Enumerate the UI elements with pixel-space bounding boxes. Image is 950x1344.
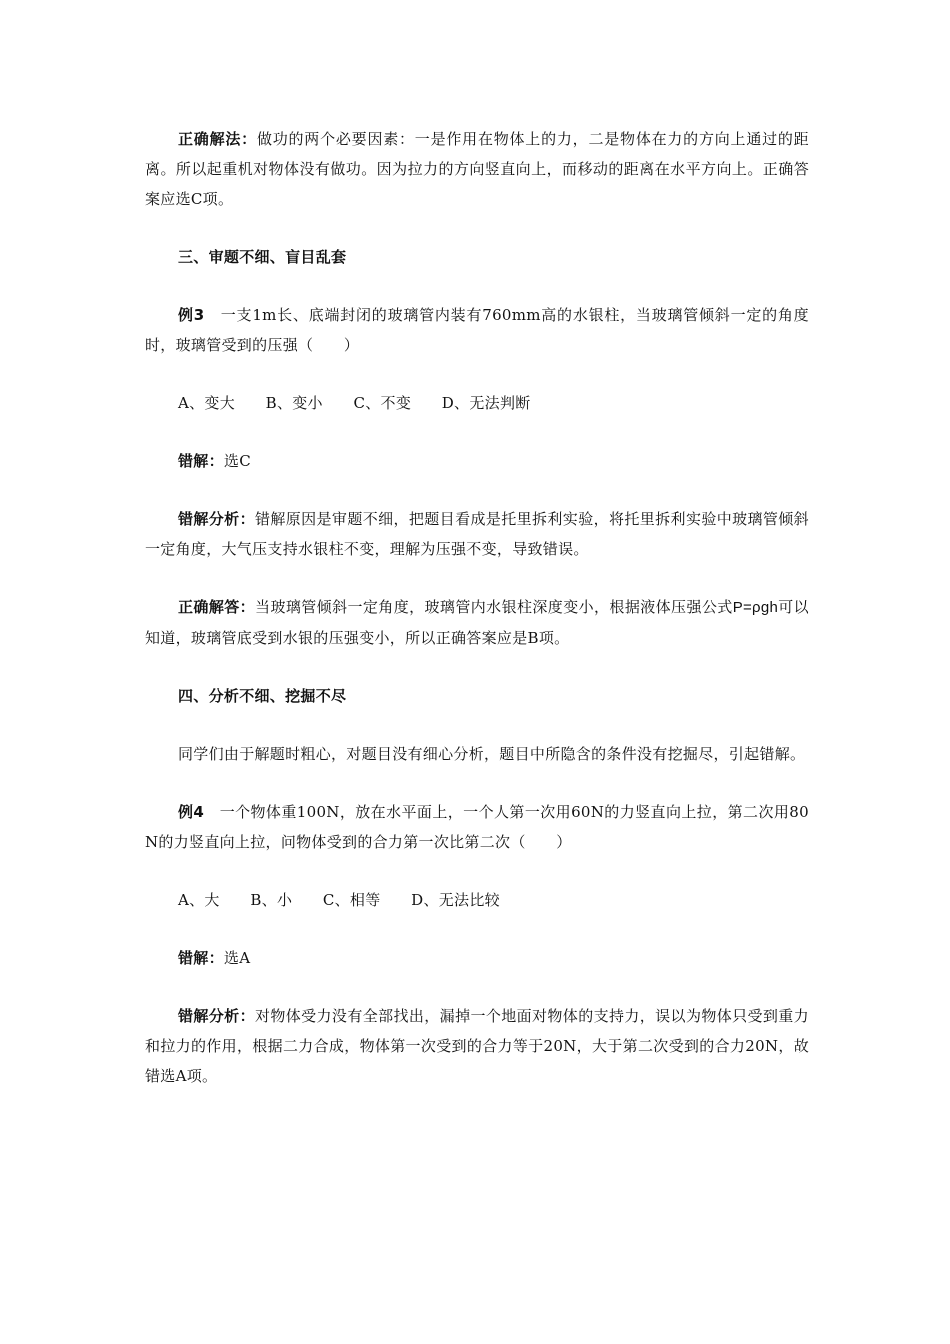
section-heading-4: 四、分析不细、挖掘不尽 <box>178 687 347 705</box>
example-4-text: 一个物体重100N，放在水平面上，一个人第一次用60N的力竖直向上拉，第二次用80N的力竖直向上拉，问物体受到的合力第一次比第二次（ ） <box>145 803 809 851</box>
wrong-answer-4 <box>145 943 809 973</box>
wrong-analysis-4 <box>145 1001 809 1091</box>
correct-method-paragraph <box>145 124 809 214</box>
example-3-text: 一支1m长、底端封闭的玻璃管内装有760mm高的水银柱，当玻璃管倾斜一定的角度时，玻璃管受到的压强（ ） <box>145 306 809 354</box>
intro-4-paragraph: 同学们由于解题时粗心，对题目没有细心分析，题目中所隐含的条件没有挖掘尽，引起错解。 <box>178 745 806 763</box>
example-3-options: A、变大 B、变小 C、不变 D、无法判断 <box>178 394 531 412</box>
wrong-analysis-3-text: 错解原因是审题不细，把题目看成是托里拆利实验，将托里拆利实验中玻璃管倾斜一定角度，大气压支持水银柱不变，理解为压强不变，导致错误。 <box>145 510 809 558</box>
wrong-analysis-4-text: 对物体受力没有全部找出，漏掉一个地面对物体的支持力，误以为物体只受到重力和拉力的作用，根据二力合成，物体第一次受到的合力等于20N，大于第二次受到的合力20N，故错选A项。 <box>145 1007 809 1085</box>
example-3-label: 例3 <box>178 306 205 324</box>
wrong-analysis-4-label: 错解分析： <box>178 1007 255 1025</box>
wrong-analysis-3-label: 错解分析： <box>178 510 255 528</box>
example-3-paragraph <box>145 300 809 360</box>
wrong-answer-3-text: 选C <box>223 452 251 470</box>
correct-answer-3-label: 正确解答： <box>178 598 256 616</box>
wrong-analysis-3 <box>145 504 809 564</box>
example-4-options: A、大 B、小 C、相等 D、无法比较 <box>178 891 500 909</box>
example-4-paragraph <box>145 797 809 857</box>
wrong-answer-3 <box>145 446 809 476</box>
example-4-label: 例4 <box>178 803 205 821</box>
correct-answer-3 <box>145 592 809 653</box>
wrong-answer-3-label: 错解： <box>178 452 224 470</box>
correct-method-text: 做功的两个必要因素：一是作用在物体上的力，二是物体在力的方向上通过的距离。所以起重机对物体没有做功。因为拉力的方向竖直向上，而移动的距离在水平方向上。正确答案应选C项。 <box>145 130 809 208</box>
section-heading-3: 三、审题不细、盲目乱套 <box>178 248 347 266</box>
pressure-formula: P=ρgh <box>732 599 779 616</box>
document-body <box>145 124 809 1091</box>
wrong-answer-4-label: 错解： <box>178 949 224 967</box>
correct-method-label: 正确解法： <box>178 130 257 148</box>
correct-answer-3-text-a: 当玻璃管倾斜一定角度，玻璃管内水银柱深度变小，根据液体压强公式 <box>255 598 733 616</box>
correct-answer-3-text-b: 可以知道，玻璃管底受到水银的压强变小，所以正确答案应是B项。 <box>145 598 809 647</box>
wrong-answer-4-text: 选A <box>223 949 251 967</box>
